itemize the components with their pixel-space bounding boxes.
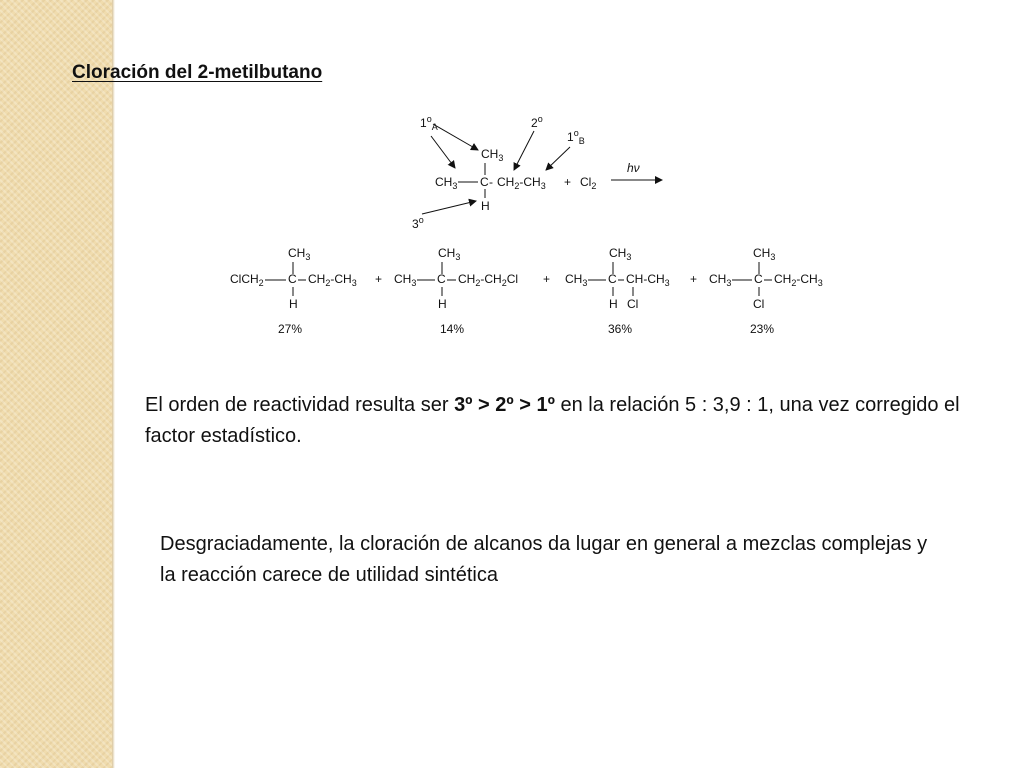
- svg-text:-: -: [489, 175, 493, 189]
- arrow-primary-b: [546, 147, 570, 170]
- reactivity-text-before: El orden de reactividad resulta ser: [145, 394, 455, 416]
- svg-text:H: H: [289, 297, 298, 311]
- yield-3: 36%: [608, 322, 633, 336]
- svg-text:Cl: Cl: [627, 297, 639, 311]
- svg-text:CH3: $CH_3$: [438, 246, 461, 262]
- svg-text:CH3: $CH_3$: [753, 246, 776, 262]
- svg-text:C: C: [437, 272, 446, 286]
- svg-text:CH2-CH3: $CH_2-CH_3$: [308, 272, 357, 288]
- svg-text:Cl: Cl: [753, 297, 765, 311]
- svg-text:CH3: $CH_3$: [709, 272, 732, 288]
- label-secondary: 2$^o$: [531, 114, 543, 130]
- product-4: [709, 246, 823, 311]
- product-3: [565, 246, 697, 311]
- svg-text:+: +: [375, 272, 383, 286]
- arrow-secondary: [514, 131, 534, 170]
- product-2: [394, 246, 550, 311]
- svg-text:ClCH2: ClCH$_2$: [230, 272, 264, 288]
- svg-text:H: H: [609, 297, 618, 311]
- arrow-primary-a-1: [431, 136, 455, 168]
- reactivity-order: 3º > 2º > 1º: [454, 394, 555, 416]
- yield-4: 23%: [750, 322, 775, 336]
- svg-text:CH2-CH3: $CH_2-CH_3$: [497, 175, 546, 191]
- reactant-structure: [435, 147, 596, 213]
- reactivity-paragraph: [145, 390, 965, 452]
- svg-text:CH2-CH3: $CH_2-CH_3$: [774, 272, 823, 288]
- svg-text:+: +: [690, 272, 698, 286]
- arrow-primary-a-2: [433, 124, 478, 150]
- svg-text:C: C: [288, 272, 297, 286]
- svg-text:Cl2: $Cl_2$: [580, 175, 597, 191]
- svg-text:H: H: [481, 199, 490, 213]
- svg-text:H: H: [438, 297, 447, 311]
- product-1: [230, 246, 382, 311]
- svg-text:+: +: [564, 175, 572, 189]
- svg-text:CH3: $CH_3$: [481, 147, 504, 163]
- slide-title: Cloración del 2-metilbutano: [72, 62, 323, 83]
- yield-1: 27%: [278, 322, 303, 336]
- label-primary-b: $1^o_B$: [567, 128, 585, 146]
- svg-text:CH3: $CH_3$: [435, 175, 458, 191]
- svg-text:CH2-CH2Cl: $CH_2-CH_2Cl$: [458, 272, 519, 288]
- svg-text:CH3: $CH_3$: [394, 272, 417, 288]
- reactivity-text-after: en la relación 5 : 3,9 : 1, una vez corregido el factor estadístico.: [145, 394, 960, 447]
- conclusion-paragraph: Desgraciadamente, la cloración de alcanos da lugar en general a mezclas complejas y la reacción carece de utilidad sintética: [160, 533, 928, 586]
- svg-text:CH3: $CH_3$: [609, 246, 632, 262]
- svg-text:+: +: [543, 272, 551, 286]
- svg-text:C: C: [608, 272, 617, 286]
- svg-text:CH-CH3: $CH-CH_3$: [626, 272, 670, 288]
- label-primary-a: $1^o_A$: [420, 114, 438, 132]
- svg-text:C: C: [480, 175, 489, 189]
- arrow-tertiary: [422, 201, 476, 214]
- light-label: hν: [627, 161, 640, 175]
- svg-text:CH3: $CH_3$: [288, 246, 311, 262]
- svg-text:CH3: $CH_3$: [565, 272, 588, 288]
- label-tertiary: 3$^o$: [412, 215, 424, 231]
- svg-text:C: C: [754, 272, 763, 286]
- yield-2: 14%: [440, 322, 465, 336]
